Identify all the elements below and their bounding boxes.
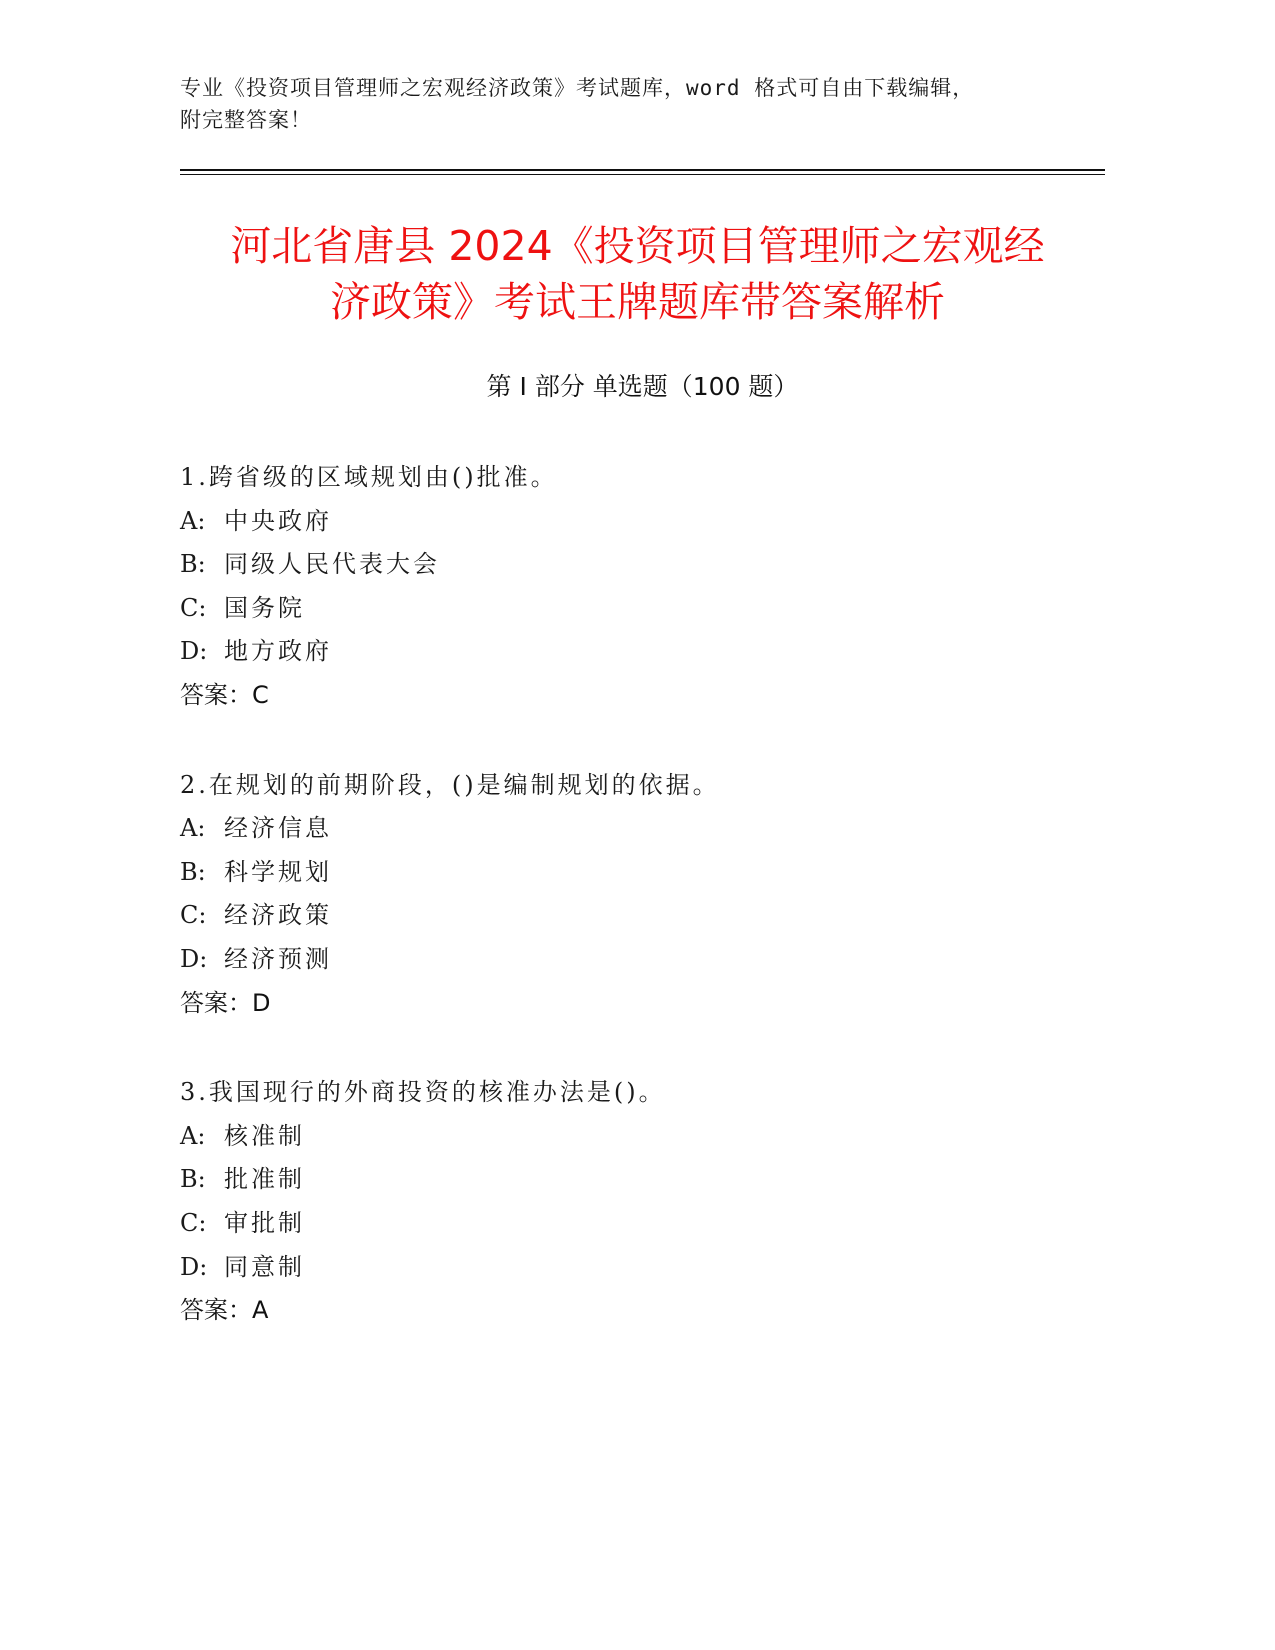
question-list — [180, 456, 1105, 1379]
option-letter: B: — [180, 1165, 206, 1194]
document-title-line-2: 济政策》考试王牌题库带答案解析 — [330, 278, 945, 326]
option-text: 审批制 — [224, 1208, 305, 1237]
option-a — [180, 1115, 1105, 1159]
option-text: 经济信息 — [224, 814, 332, 843]
option-letter: D: — [180, 1252, 208, 1281]
option-letter: C: — [180, 901, 207, 930]
option-letter: D: — [180, 637, 208, 666]
header-divider-thin — [180, 174, 1105, 175]
option-c — [180, 894, 1105, 938]
question-answer: 答案：C — [180, 680, 269, 709]
question-stem: 1.跨省级的区域规划由()批准。 — [180, 463, 558, 491]
option-letter: C: — [180, 1208, 207, 1237]
option-letter: B: — [180, 550, 206, 579]
question-stem: 3.我国现行的外商投资的核准办法是()。 — [180, 1078, 666, 1107]
question-3 — [180, 1071, 1105, 1333]
option-c — [180, 1202, 1105, 1246]
option-letter: C: — [180, 593, 207, 622]
header-note — [180, 72, 1060, 136]
option-d — [180, 1246, 1105, 1290]
option-d — [180, 630, 1105, 674]
option-text: 核准制 — [224, 1121, 305, 1150]
option-text: 同级人民代表大会 — [224, 550, 440, 579]
header-divider-thick — [180, 169, 1105, 171]
option-b — [180, 1158, 1105, 1202]
option-letter: B: — [180, 857, 206, 886]
option-letter: D: — [180, 944, 208, 973]
option-text: 同意制 — [224, 1252, 305, 1281]
header-note-line-2: 附完整答案！ — [180, 108, 312, 132]
option-letter: A: — [180, 814, 206, 843]
document-title-line-1: 河北省唐县 2024《投资项目管理师之宏观经 — [230, 222, 1045, 270]
question-2 — [180, 764, 1105, 1026]
option-c — [180, 587, 1105, 631]
question-answer: 答案：D — [180, 988, 271, 1017]
option-text: 国务院 — [224, 593, 305, 622]
option-a — [180, 807, 1105, 851]
document-title — [150, 218, 1125, 330]
option-text: 经济预测 — [224, 944, 332, 973]
section-title: 第 I 部分 单选题（100 题） — [486, 372, 799, 401]
option-text: 地方政府 — [224, 637, 332, 666]
question-answer: 答案：A — [180, 1296, 269, 1325]
option-d — [180, 938, 1105, 982]
option-b — [180, 543, 1105, 587]
option-text: 中央政府 — [224, 506, 332, 535]
option-a — [180, 500, 1105, 544]
option-letter: A: — [180, 1121, 206, 1150]
header-note-line-1: 专业《投资项目管理师之宏观经济政策》考试题库，word 格式可自由下载编辑， — [180, 76, 975, 100]
question-stem: 2.在规划的前期阶段，()是编制规划的依据。 — [180, 770, 720, 799]
option-text: 经济政策 — [224, 901, 332, 930]
option-letter: A: — [180, 506, 206, 535]
question-1 — [180, 456, 1105, 718]
option-text: 科学规划 — [224, 857, 332, 886]
option-b — [180, 851, 1105, 895]
option-text: 批准制 — [224, 1165, 305, 1194]
